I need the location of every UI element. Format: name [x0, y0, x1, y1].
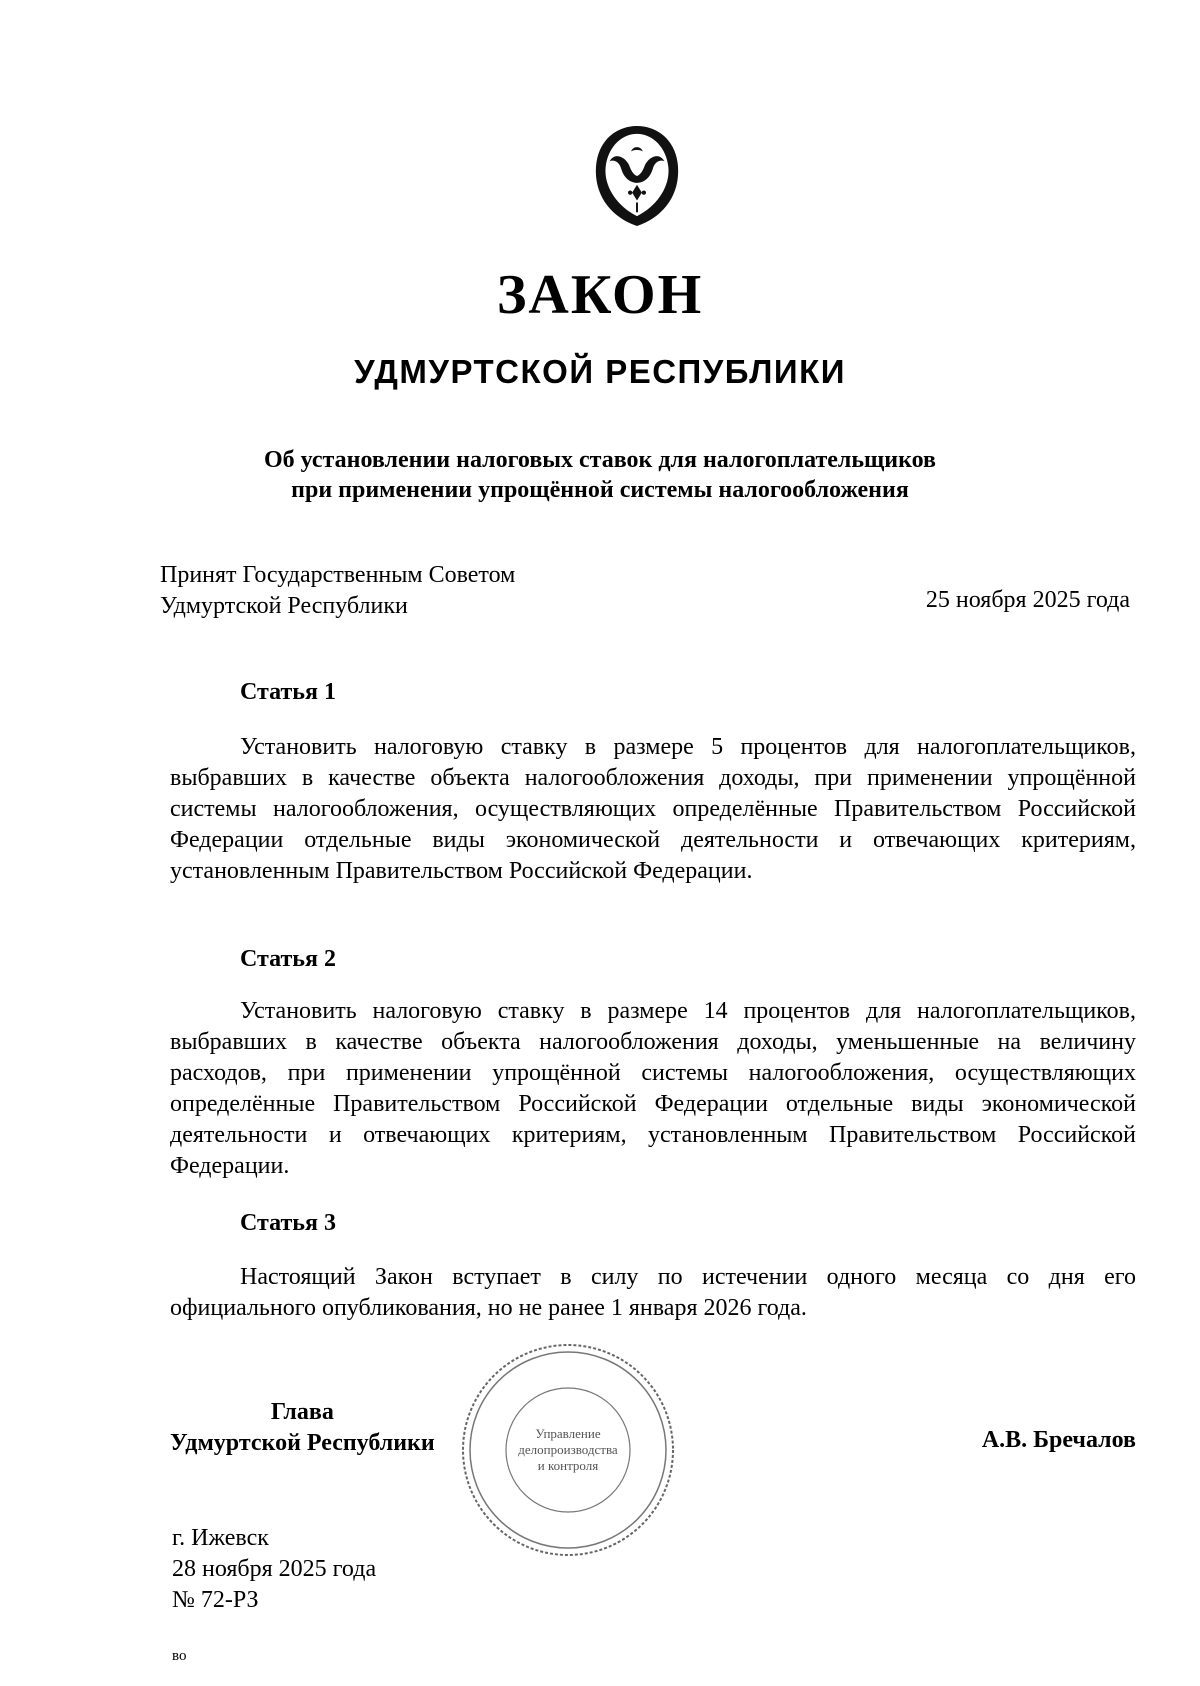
signing-date: 28 ноября 2025 года	[172, 1556, 377, 1582]
article-1-text: Установить налоговую ставку в размере 5 процентов для налогоплательщиков, выбравших в качестве объекта налогообложения доходы, при применении упрощённой системы налогообложения, осуществляющих определённые Правительством Российской Федерации отдельные виды экономической деятельности и отвечающих критериям, установленным Правительством Российской Федерации.	[170, 734, 1136, 884]
signatory-name: А.В. Бречалов	[981, 1427, 1136, 1453]
article-3-title: Статья 3	[240, 1210, 336, 1236]
signatory-title	[170, 1397, 435, 1459]
law-name	[0, 445, 1200, 505]
article-2-title: Статья 2	[240, 946, 336, 972]
signing-place: г. Ижевск	[172, 1525, 269, 1551]
accepted-by	[160, 560, 515, 622]
accepted-by-line-1: Принят Государственным Советом	[160, 562, 516, 588]
official-stamp	[458, 1340, 678, 1560]
law-name-line-2: при применении упрощённой системы налогообложения	[291, 477, 909, 503]
signatory-title-line-2: Удмуртской Республики	[170, 1430, 435, 1456]
stamp-text-line-1: Управление	[535, 1426, 601, 1441]
document-title: ЗАКОН	[496, 264, 704, 326]
article-1-title: Статья 1	[240, 679, 336, 705]
signatory-title-line-1: Глава	[270, 1399, 334, 1425]
accepted-by-line-2: Удмуртской Республики	[160, 593, 408, 619]
law-name-line-1: Об установлении налоговых ставок для налогоплательщиков	[263, 447, 937, 473]
article-3-text: Настоящий Закон вступает в силу по истечении одного месяца со дня его официального опубликования, но не ранее 1 января 2026 года.	[170, 1264, 1136, 1321]
stamp-text-line-3: и контроля	[537, 1458, 599, 1473]
accepted-date: 25 ноября 2025 года	[925, 587, 1130, 613]
law-number: № 72-РЗ	[172, 1587, 259, 1613]
article-2-text: Установить налоговую ставку в размере 14 процентов для налогоплательщиков, выбравших в качестве объекта налогообложения доходы, уменьшенные на величину расходов, при применении упрощённой системы налогообложения, осуществляющих определённые Правительством Российской Федерации отдельные виды экономической деятельности и отвечающих критериям, установленным Правительством Российской Федерации.	[170, 998, 1136, 1179]
stamp-text-line-2: делопроизводства	[518, 1442, 618, 1457]
document-code: во	[172, 1648, 187, 1664]
document-subtitle: УДМУРТСКОЙ РЕСПУБЛИКИ	[354, 353, 846, 390]
signing-details	[172, 1523, 376, 1616]
coat-of-arms-icon	[588, 121, 686, 231]
